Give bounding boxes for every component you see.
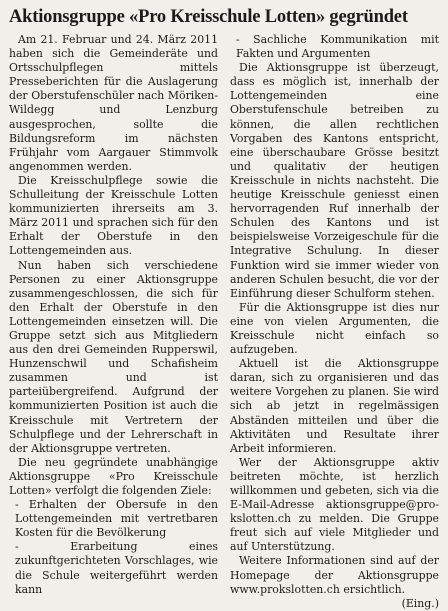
paragraph: Aktuell ist die Aktionsgruppe daran, sich zu organisieren und das weitere Vorgehen zu planen. Sie wird sich ab jetzt in regelmässigen Abständen mitteilen und über die Aktivitäten und Resultate ihrer Arbeit informieren. bbox=[230, 357, 439, 455]
left-column bbox=[9, 33, 218, 611]
right-column bbox=[230, 33, 439, 611]
goal-list-item: - Erarbeitung eines zukunftgerichteten Vorschlages, wie die Schule weitergeführt werden kann bbox=[15, 540, 218, 596]
paragraph: Am 21. Februar und 24. März 2011 haben sich die Gemeinderäte und Ortsschulpflegen mittels Presseberichten für die Auslagerung der Oberstufenschüler nach Möriken-Wildegg und Lenzburg ausgesprochen, sollte die Bildungsreform im nächsten Frühjahr vom Aargauer Stimmvolk angenommen werden. bbox=[9, 33, 218, 173]
paragraph: Die Kreisschulpflege sowie die Schulleitung der Kreisschule Lotten kommunizierten ihrerseits am 3. März 2011 und sprachen sich für den Erhalt der Oberstufe in den Lottengemeinden aus. bbox=[9, 173, 218, 258]
headline: Aktionsgruppe «Pro Kreisschule Lotten» gegründet bbox=[9, 7, 408, 27]
paragraph: Die neu gegründete unabhängige Aktionsgruppe «Pro Kreisschule Lotten» verfolgt die folgenden Ziele: bbox=[9, 455, 218, 497]
paragraph: Die Aktionsgruppe ist überzeugt, dass es möglich ist, innerhalb der Lottengemeinden eine Oberstufenschule betreiben zu können, die allen rechtlichen Vorgaben des Kantons entspricht, eine überschaubare Grösse besitzt und qualitativ der heutigen Kreisschule in nichts nachsteht. Die heutige Kreisschule geniesst einen hervorragenden Ruf innerhalb der Schulen des Kantons und ist beispielsweise Vorzeigeschule für die Integrative Schulung. In dieser Funktion wird sie immer wieder von anderen Schulen besucht, die vor der Einführung dieser Schulform stehen. bbox=[230, 61, 439, 300]
goal-list-item: - Erhalten der Obersufe in den Lottengemeinden mit vertretbaren Kosten für die Bevölkerung bbox=[15, 498, 218, 540]
signoff: (Eing.) bbox=[401, 596, 439, 610]
article-columns bbox=[9, 33, 439, 611]
paragraph: Weitere Informationen sind auf der Homepage der Aktionsgruppe www.prokslotten.ch ersichtlich. bbox=[230, 554, 439, 596]
paragraph: Für die Aktionsgruppe ist dies nur eine von vielen Argumenten, die Kreisschule nicht einfach so aufzugeben. bbox=[230, 300, 439, 357]
goal-list-item: - Sachliche Kommunikation mit Fakten und Argumenten bbox=[236, 33, 439, 61]
paragraph: Wer der Aktionsgruppe aktiv beitreten möchte, ist herzlich willkommen und gebeten, sich via die E-Mail-Adresse aktionsgruppe@pro-kslotten.ch zu melden. Die Gruppe freut sich auf viele Mitglieder und auf Unterstützung. bbox=[230, 455, 439, 554]
paragraph: Nun haben sich verschiedene Personen zu einer Aktionsgruppe zusammengeschlossen, die sich für den Erhalt der Oberstufe in den Lottengemeinden einsetzen will. Die Gruppe setzt sich aus Mitgliedern aus den drei Gemeinden Rupperswil, Hunzenschwil und Schafisheim zusammen und ist parteiübergreifend. Aufgrund der kommunizierten Position ist auch die Kreisschule mit Vertretern der Schulpflege und der Lehrerschaft in der Aktionsgruppe vertreten. bbox=[9, 258, 218, 455]
